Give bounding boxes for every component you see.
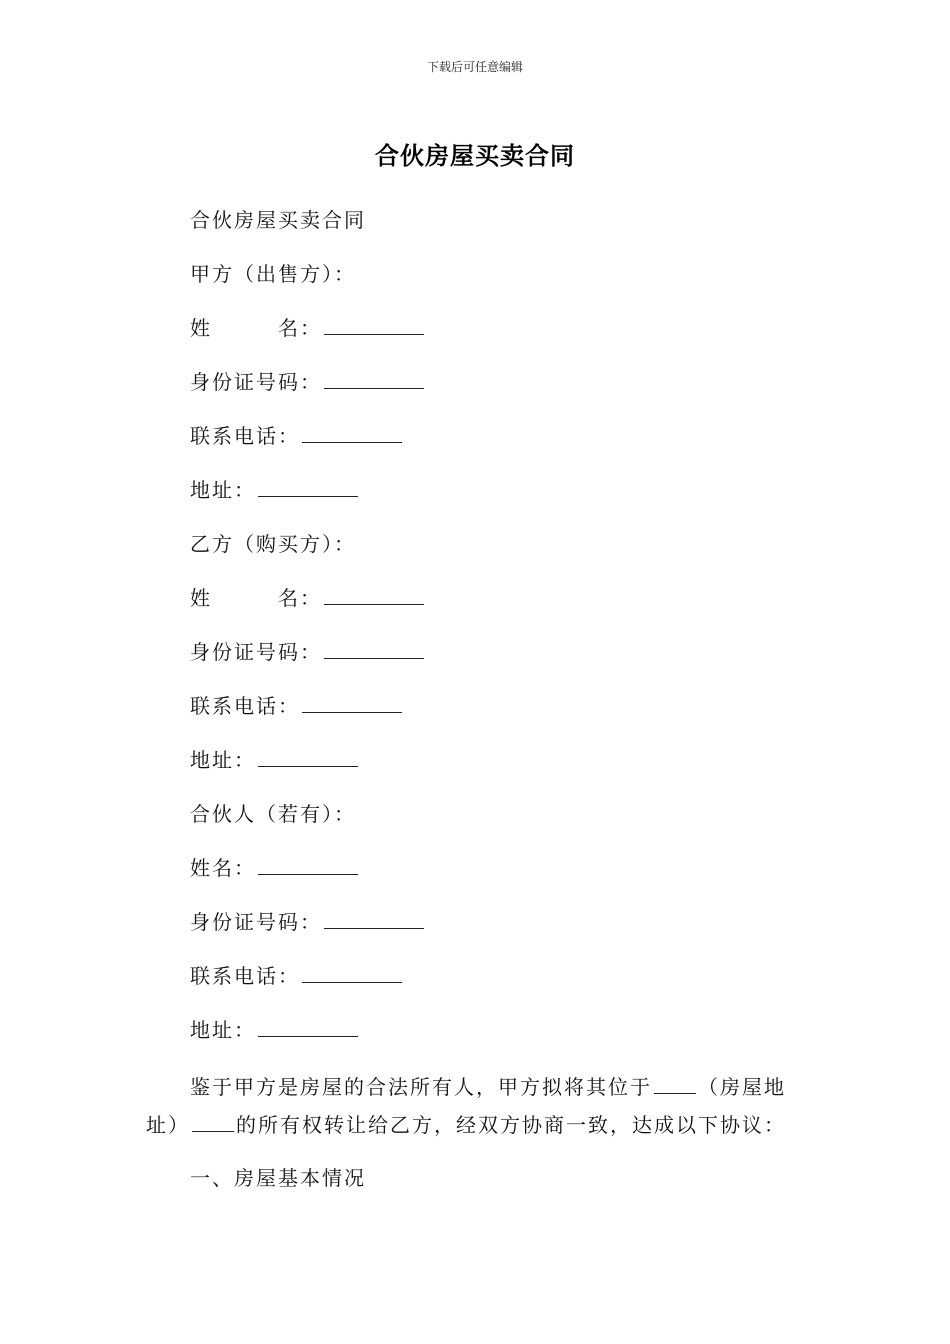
party-a-heading: 甲方（出售方）： [190,262,356,286]
party-b-name-blank[interactable] [324,586,424,605]
party-a-phone-blank[interactable] [302,424,402,443]
party-b-heading: 乙方（购买方）： [190,532,356,556]
partner-name-label: 姓名： [190,856,256,880]
house-address-blank-1[interactable] [654,1075,696,1094]
party-b-phone-label: 联系电话： [190,694,300,718]
party-a-id-blank[interactable] [324,370,424,389]
party-b-name-label-2: 名： [278,586,322,610]
party-b-id-blank[interactable] [324,640,424,659]
document-title: 合伙房屋买卖合同 [375,142,575,170]
party-b-name-label-1: 姓 [190,586,212,610]
partner-name-row [190,854,358,882]
preamble-part-2: （房屋地址） [146,1075,786,1137]
party-b-phone-row [190,692,402,720]
preamble-paragraph [146,1068,796,1144]
partner-address-label: 地址： [190,1018,256,1042]
partner-address-blank[interactable] [258,1018,358,1037]
party-b-address-label: 地址： [190,748,256,772]
party-b-id-label: 身份证号码： [190,640,322,664]
partner-heading: 合伙人（若有）： [190,802,356,826]
partner-id-row [190,908,424,936]
partner-phone-label: 联系电话： [190,964,300,988]
document-subtitle: 合伙房屋买卖合同 [190,208,366,232]
partner-name-blank[interactable] [258,856,358,875]
party-b-name-row [190,584,424,612]
preamble-part-3: 的所有权转让给乙方，经双方协商一致，达成以下协议： [236,1113,786,1137]
party-a-name-label-2: 名： [278,316,322,340]
party-b-phone-blank[interactable] [302,694,402,713]
party-a-id-label: 身份证号码： [190,370,322,394]
preamble-part-1: 鉴于甲方是房屋的合法所有人，甲方拟将其位于 [190,1075,652,1099]
party-a-name-row [190,314,424,342]
party-a-address-row [190,476,358,504]
partner-phone-row [190,962,402,990]
party-b-address-row [190,746,358,774]
section-1-heading: 一、房屋基本情况 [190,1166,366,1190]
partner-phone-blank[interactable] [302,964,402,983]
party-a-phone-label: 联系电话： [190,424,300,448]
party-a-name-label-1: 姓 [190,316,212,340]
partner-id-blank[interactable] [324,910,424,929]
house-address-blank-2[interactable] [192,1113,234,1132]
partner-address-row [190,1016,358,1044]
party-a-address-label: 地址： [190,478,256,502]
party-a-phone-row [190,422,402,450]
party-a-name-blank[interactable] [324,316,424,335]
party-a-address-blank[interactable] [258,478,358,497]
header-note: 下载后可任意编辑 [426,60,523,74]
party-a-id-row [190,368,424,396]
party-b-address-blank[interactable] [258,748,358,767]
partner-id-label: 身份证号码： [190,910,322,934]
party-b-id-row [190,638,424,666]
